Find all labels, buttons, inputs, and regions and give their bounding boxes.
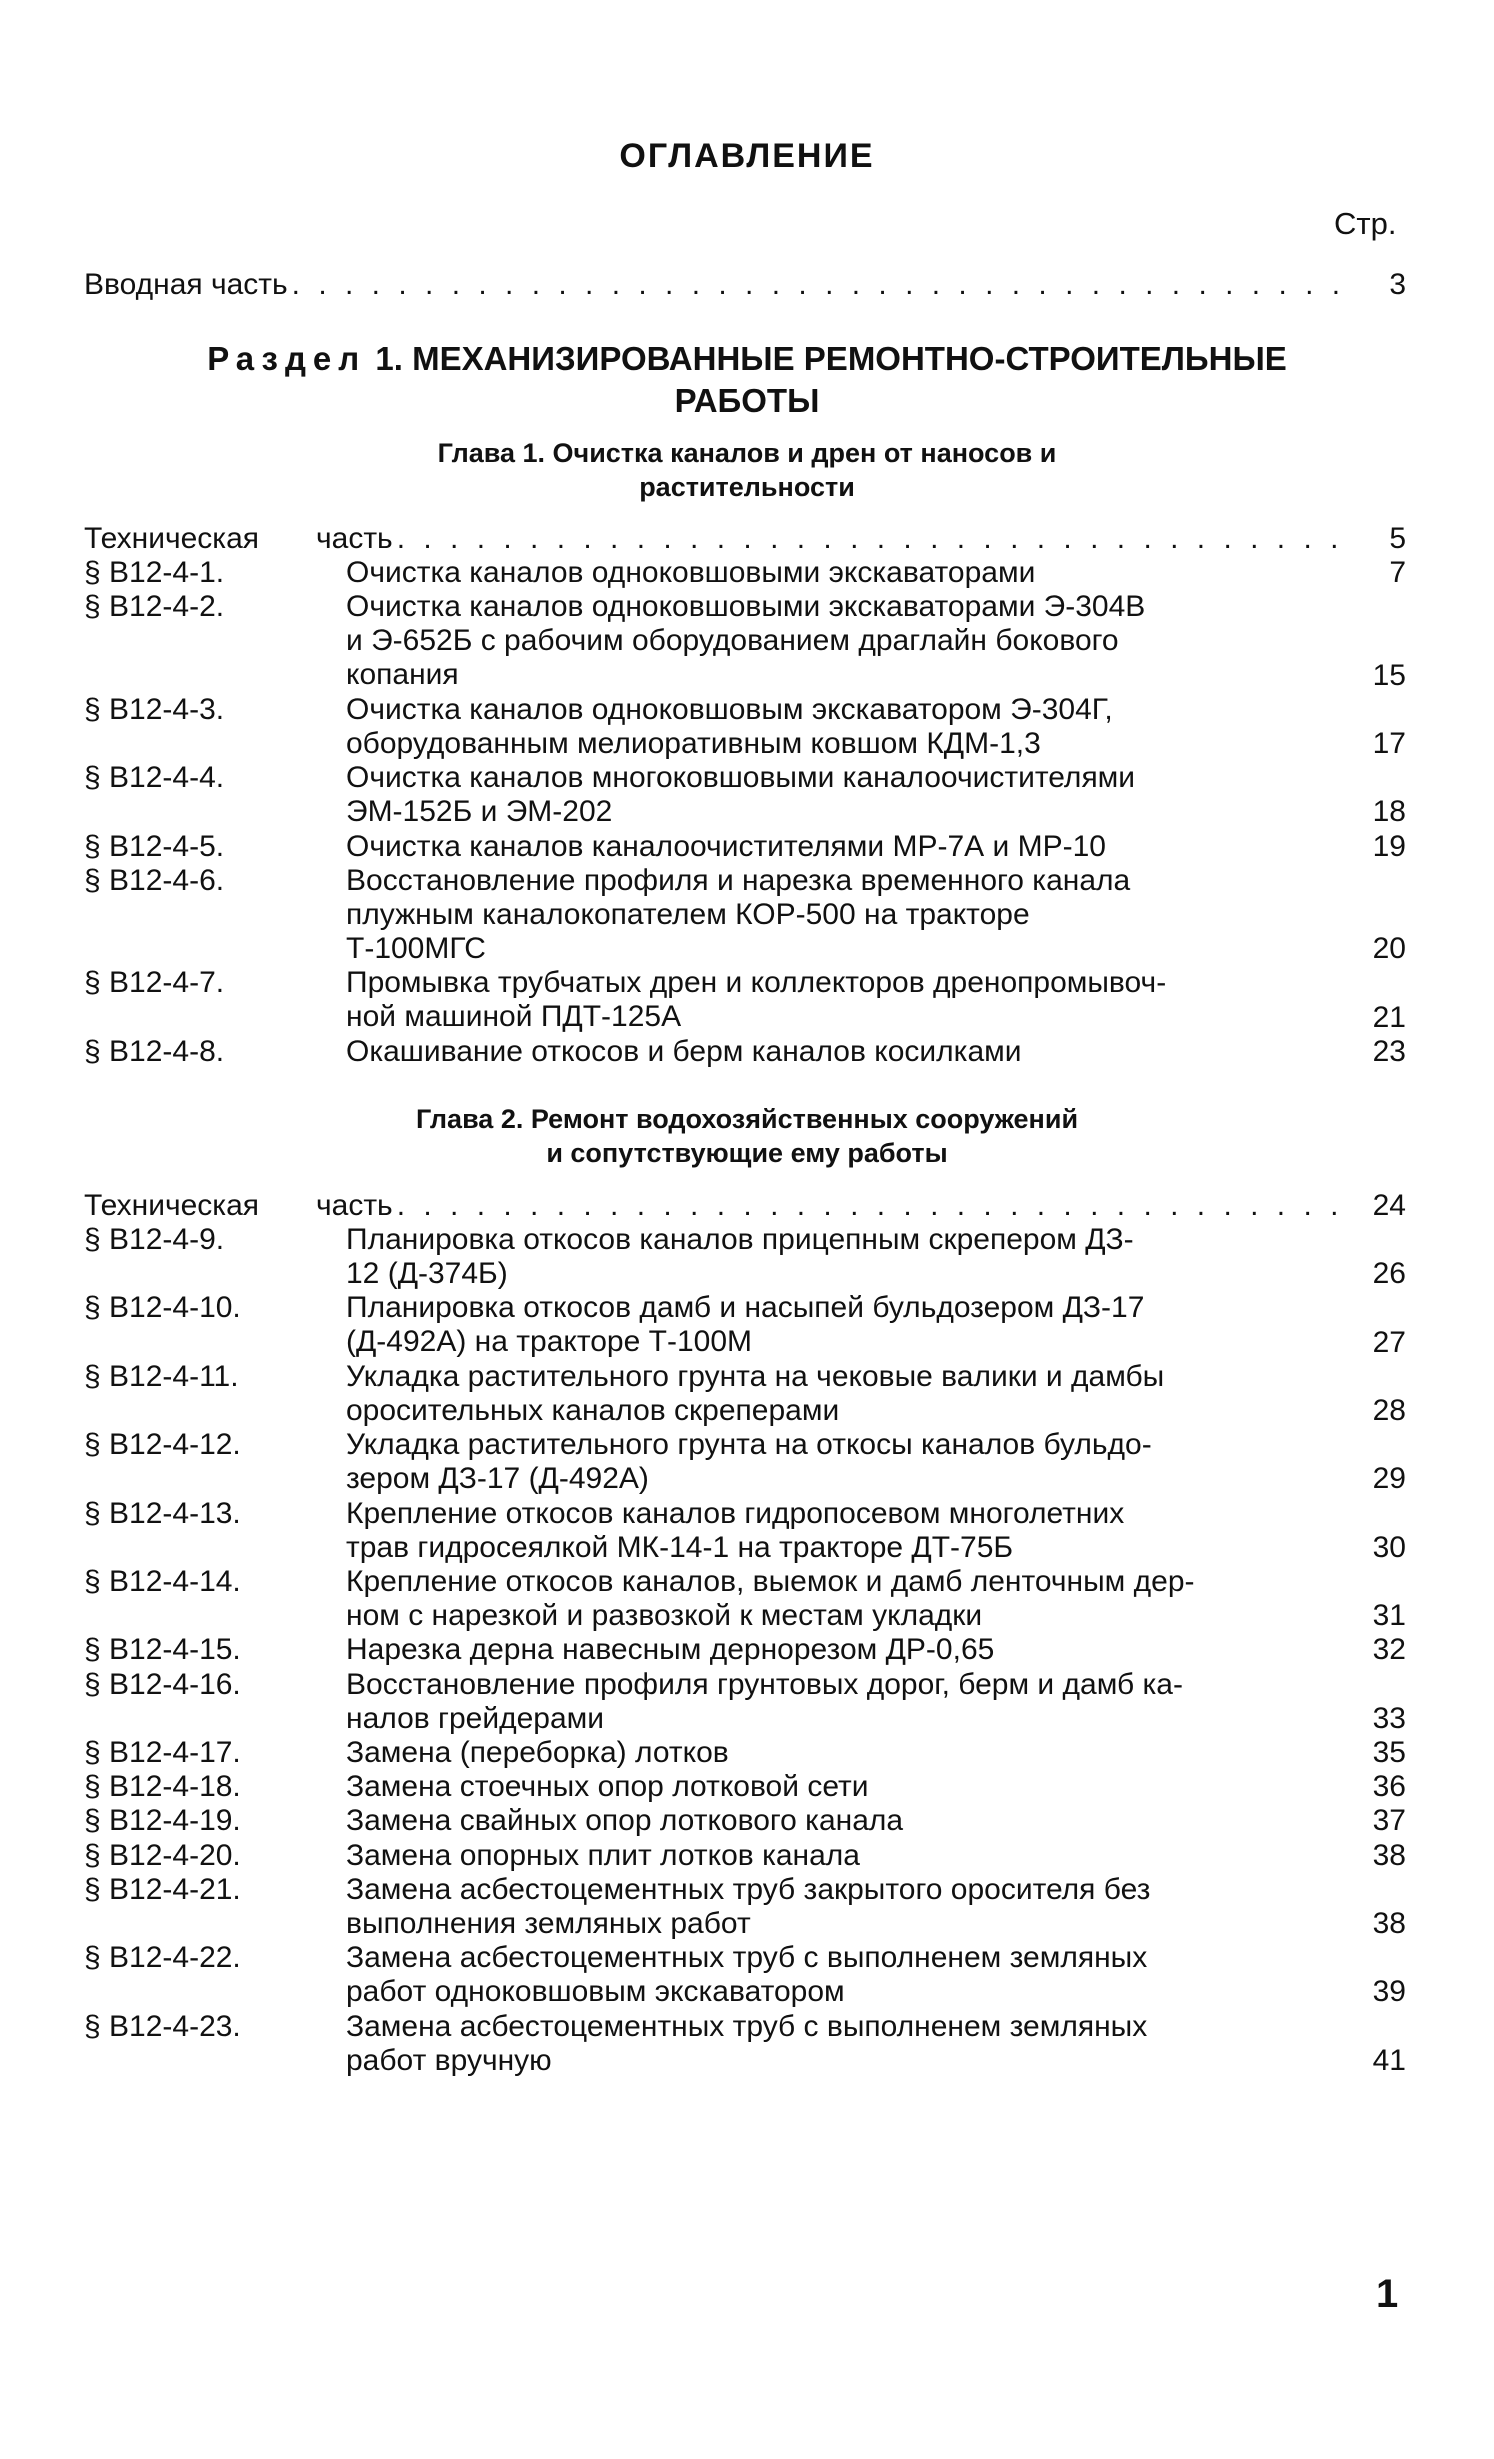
toc-page-number: 31	[1372, 1599, 1406, 1633]
toc-entry-title-line: Замена свайных опор лоткового канала	[346, 1804, 904, 1838]
chapter-2-heading	[0, 1102, 1494, 1170]
section-title-line2: РАБОТЫ	[674, 382, 820, 419]
toc-entry-code: § В12-4-22.	[84, 1941, 241, 1975]
toc-page-number: 18	[1372, 795, 1406, 829]
toc-page-number: 38	[1372, 1838, 1406, 1872]
toc-entry-title-line: налов грейдерами	[346, 1701, 605, 1735]
toc-entry-code: § В12-4-21.	[84, 1872, 241, 1906]
toc-entry-title	[346, 590, 1358, 692]
toc-entry-title	[346, 1291, 1358, 1359]
leader-dots	[292, 268, 1352, 302]
toc-entry-title	[346, 1668, 1358, 1736]
toc-entry-title	[346, 966, 1358, 1034]
toc-entry-title-line: Замена опорных плит лотков канала	[346, 1838, 860, 1872]
toc-entry-title-line: ЭМ-152Б и ЭМ-202	[346, 795, 613, 829]
page-title: ОГЛАВЛЕНИЕ	[619, 137, 875, 175]
leader-dots	[397, 1189, 1352, 1223]
toc-entry-title	[346, 1873, 1358, 1941]
toc-entry-title	[346, 1035, 1358, 1069]
toc-entry[interactable]	[84, 1497, 1406, 1565]
toc-entry[interactable]	[84, 1770, 1406, 1804]
toc-entry-title	[346, 1804, 1358, 1838]
toc-entry[interactable]	[84, 1668, 1406, 1736]
toc-page-number: 37	[1372, 1804, 1406, 1838]
toc-entry-code: § В12-4-14.	[84, 1565, 241, 1598]
toc-page-number: 21	[1372, 1000, 1406, 1034]
tech-part-word1: Техническая	[84, 1189, 260, 1222]
section-number: 1.	[375, 340, 403, 377]
toc-entry-title-line: 12 (Д-374Б)	[346, 1257, 508, 1290]
toc-entry-title-line: Очистка каналов многоковшовыми каналоочистителями	[346, 761, 1136, 795]
chapter-1-heading-line1: Глава 1. Очистка каналов и дрен от наносов и	[437, 438, 1057, 468]
toc-entry-code: § В12-4-20.	[84, 1838, 241, 1872]
toc-entry-code: § В12-4-15.	[84, 1633, 241, 1667]
toc-entry-title	[346, 864, 1358, 966]
toc-entry-title	[346, 1223, 1358, 1291]
toc-page-number: 3	[1389, 268, 1406, 301]
toc-entry-title-line: Замена асбестоцементных труб с выполненем земляных	[346, 2009, 1148, 2043]
toc-entry[interactable]	[84, 1736, 1406, 1770]
tech-part-word1: Техническая	[84, 522, 260, 555]
toc-entry-code: § В12-4-17.	[84, 1736, 241, 1769]
toc-entry[interactable]	[84, 1291, 1406, 1359]
section-prefix: Раздел	[207, 340, 367, 377]
toc-entry-code: § В12-4-7.	[84, 966, 225, 1000]
toc-entry-title-line: Нарезка дерна навесным дернорезом ДР-0,65	[346, 1633, 995, 1667]
toc-entry[interactable]	[84, 761, 1406, 829]
toc-entry-code: § В12-4-18.	[84, 1770, 241, 1804]
toc-page-number: 23	[1372, 1034, 1406, 1068]
toc-entry-title-line: Очистка каналов одноковшовым экскаватором Э-304Г,	[346, 692, 1113, 726]
toc-entry-title-line: Восстановление профиля грунтовых дорог, берм и дамб ка-	[346, 1667, 1183, 1701]
toc-entry-code: § В12-4-6.	[84, 863, 225, 897]
page-folio: 1	[1376, 2272, 1399, 2316]
toc-entry-title-line: выполнения земляных работ	[346, 1906, 751, 1940]
toc-page-number: 7	[1389, 556, 1406, 589]
toc-entry-title-line: Крепление откосов каналов гидропосевом многолетних	[346, 1496, 1125, 1530]
toc-entry[interactable]	[84, 1565, 1406, 1633]
toc-page-number: 33	[1372, 1701, 1406, 1735]
toc-entry-title-line: Крепление откосов каналов, выемок и дамб ленточным дер-	[346, 1565, 1195, 1598]
toc-entry-title-line: оборудованным мелиоративным ковшом КДМ-1,3	[346, 726, 1041, 760]
toc-page-number: 41	[1372, 2043, 1406, 2077]
toc-entry[interactable]	[84, 864, 1406, 967]
tech-part-word2: часть	[316, 522, 393, 555]
toc-entry[interactable]	[84, 590, 1406, 693]
toc-entry-title	[346, 761, 1358, 829]
toc-entry[interactable]	[84, 966, 1406, 1034]
toc-intro-line[interactable]	[84, 268, 1406, 302]
toc-entry-title-line: ном с нарезкой и развозкой к местам укладки	[346, 1599, 983, 1632]
toc-entry-title-line: Восстановление профиля и нарезка временного канала	[346, 863, 1131, 897]
toc-entry-title-line: зером ДЗ-17 (Д-492А)	[346, 1462, 649, 1496]
toc-entry-code: § В12-4-16.	[84, 1667, 241, 1701]
toc-entry-title-line: (Д-492А) на тракторе Т-100М	[346, 1325, 752, 1359]
toc-entry-title	[346, 1941, 1358, 2009]
toc-entry-title-line: плужным каналокопателем КОР-500 на тракторе	[346, 897, 1030, 931]
toc-entry[interactable]	[84, 556, 1406, 590]
toc-entry-title-line: Окашивание откосов и берм каналов косилками	[346, 1034, 1022, 1068]
toc-entry-title	[346, 1565, 1358, 1633]
toc-entry-title-line: Т-100МГС	[346, 931, 486, 965]
toc-entry-title-line: Планировка откосов каналов прицепным скрепером ДЗ-	[346, 1223, 1134, 1256]
chapter-2-heading-line2: и сопутствующие ему работы	[546, 1138, 948, 1168]
toc-entry-title-line: Замена асбестоцементных труб с выполненем земляных	[346, 1941, 1148, 1975]
toc-entry-code: § В12-4-8.	[84, 1034, 225, 1068]
toc-page-number: 36	[1372, 1770, 1406, 1804]
toc-entry-title-line: Замена асбестоцементных труб закрытого оросителя без	[346, 1872, 1151, 1906]
toc-entry-title	[346, 2010, 1358, 2078]
toc-entry-code: § В12-4-5.	[84, 829, 225, 863]
toc-entry-code: § В12-4-23.	[84, 2009, 241, 2043]
toc-entry-title-line: Промывка трубчатых дрен и коллекторов дренопромывоч-	[346, 966, 1167, 1000]
toc-entry-title	[346, 1497, 1358, 1565]
toc-entry-title	[346, 556, 1358, 590]
toc-entry-code: § В12-4-19.	[84, 1804, 241, 1838]
toc-entry-title	[346, 1736, 1358, 1770]
chapter-2-tech-part-line[interactable]	[84, 1189, 1406, 1223]
toc-intro-label: Вводная часть	[84, 268, 288, 301]
toc-entry[interactable]	[84, 1360, 1406, 1428]
toc-entry-title-line: Замена стоечных опор лотковой сети	[346, 1770, 869, 1804]
toc-entry-title	[346, 693, 1358, 761]
chapter-1-heading	[0, 436, 1494, 504]
toc-entry[interactable]	[84, 830, 1406, 864]
toc-page-number: 38	[1372, 1906, 1406, 1940]
toc-page-number: 17	[1372, 726, 1406, 760]
toc-entry[interactable]	[84, 2010, 1406, 2078]
toc-entry-title	[346, 1770, 1358, 1804]
toc-entry-code: § В12-4-13.	[84, 1496, 241, 1530]
toc-entry[interactable]	[84, 1223, 1406, 1291]
toc-entry-code: § В12-4-1.	[84, 556, 225, 589]
toc-entry-title-line: трав гидросеялкой МК-14-1 на тракторе ДТ-75Б	[346, 1530, 1014, 1564]
toc-entry[interactable]	[84, 1873, 1406, 1941]
toc-page-number: 5	[1389, 522, 1406, 555]
toc-entry-code: § В12-4-12.	[84, 1428, 241, 1462]
toc-entry-code: § В12-4-4.	[84, 761, 225, 795]
toc-page-number: 29	[1372, 1462, 1406, 1496]
toc-page-number: 35	[1372, 1736, 1406, 1769]
toc-entry[interactable]	[84, 1633, 1406, 1667]
section-heading	[0, 338, 1494, 422]
toc-entry-title-line: копания	[346, 658, 459, 692]
chapter-1-tech-part-line[interactable]	[84, 522, 1406, 556]
toc-entry-title-line: Очистка каналов одноковшовыми экскаваторами	[346, 556, 1036, 589]
toc-page-number: 39	[1372, 1975, 1406, 2009]
toc-page-number: 27	[1372, 1325, 1406, 1359]
toc-entry-title	[346, 1839, 1358, 1873]
toc-entry-title-line: Планировка откосов дамб и насыпей бульдозером ДЗ-17	[346, 1291, 1145, 1325]
toc-entry-code: § В12-4-2.	[84, 590, 225, 624]
toc-entry[interactable]	[84, 693, 1406, 761]
section-title-line1: МЕХАНИЗИРОВАННЫЕ РЕМОНТНО-СТРОИТЕЛЬНЫЕ	[412, 340, 1287, 377]
toc-entry-title-line: и Э-652Б с рабочим оборудованием драглайн бокового	[346, 624, 1119, 658]
toc-entry[interactable]	[84, 1804, 1406, 1838]
toc-entry-title-line: работ одноковшовым экскаватором	[346, 1975, 845, 2009]
toc-page-number: 24	[1372, 1189, 1406, 1222]
toc-entry-title-line: Очистка каналов одноковшовыми экскаваторами Э-304В	[346, 590, 1146, 624]
toc-entry-code: § В12-4-10.	[84, 1291, 241, 1325]
toc-entry-code: § В12-4-3.	[84, 692, 225, 726]
toc-page-number: 19	[1372, 829, 1406, 863]
toc-entry-code: § В12-4-11.	[84, 1359, 239, 1393]
chapter-1-heading-line2: растительности	[639, 472, 855, 502]
leader-dots	[397, 522, 1352, 556]
toc-entry-title-line: оросительных каналов скреперами	[346, 1393, 840, 1427]
toc-entry-code: § В12-4-9.	[84, 1223, 225, 1256]
toc-entry[interactable]	[84, 1839, 1406, 1873]
toc-entry-title	[346, 830, 1358, 864]
toc-page-number: 20	[1372, 932, 1406, 966]
toc-entry-title	[346, 1428, 1358, 1496]
toc-page-number: 15	[1372, 658, 1406, 692]
toc-entry-title-line: Очистка каналов каналоочистителями МР-7А и МР-10	[346, 829, 1106, 863]
toc-entry-title-line: Укладка растительного грунта на чековые валики и дамбы	[346, 1359, 1165, 1393]
tech-part-word2: часть	[316, 1189, 393, 1222]
toc-entry-title-line: ной машиной ПДТ-125А	[346, 1000, 682, 1034]
toc-page-number: 26	[1372, 1257, 1406, 1291]
toc-entry-title-line: Замена (переборка) лотков	[346, 1736, 729, 1769]
chapter-2-heading-line1: Глава 2. Ремонт водохозяйственных сооружений	[415, 1104, 1079, 1134]
toc-entry-title	[346, 1360, 1358, 1428]
toc-entry-title	[346, 1633, 1358, 1667]
toc-page-number: 28	[1372, 1393, 1406, 1427]
toc-entry-title-line: работ вручную	[346, 2043, 552, 2077]
toc-page-number: 30	[1372, 1530, 1406, 1564]
toc-entry[interactable]	[84, 1428, 1406, 1496]
toc-entry[interactable]	[84, 1035, 1406, 1069]
toc-page-number: 32	[1372, 1633, 1406, 1667]
toc-entry[interactable]	[84, 1941, 1406, 2009]
toc-entry-title-line: Укладка растительного грунта на откосы каналов бульдо-	[346, 1428, 1152, 1462]
page-column-label: Стр.	[1334, 206, 1397, 241]
